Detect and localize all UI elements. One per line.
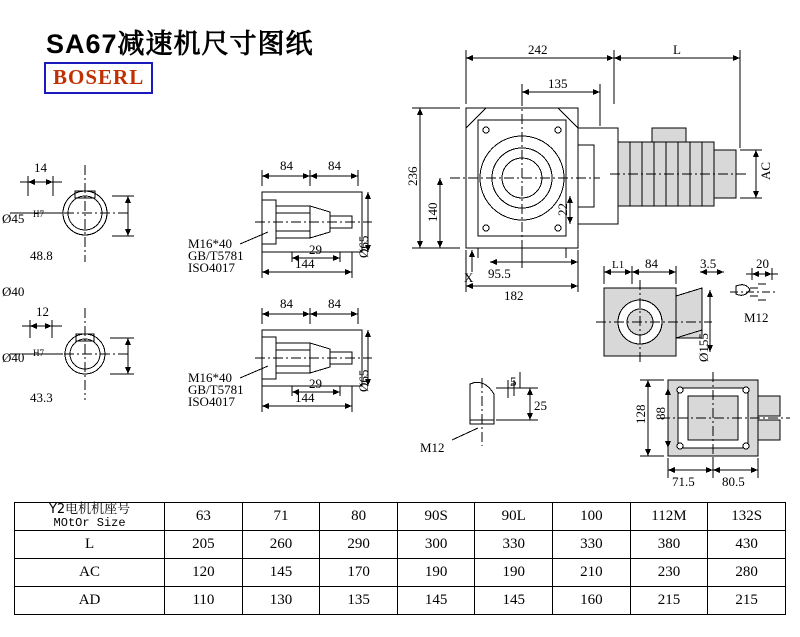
dim-84-d: 84 [328, 296, 341, 311]
table-cell: 260 [242, 531, 320, 559]
motor-size-cell: 100 [553, 503, 631, 531]
table-cell: 215 [708, 587, 786, 615]
dim-84-c: 84 [280, 296, 293, 311]
table-cell: 430 [708, 531, 786, 559]
header-label-en: MOtOr Size [53, 516, 126, 530]
table-cell: 210 [553, 559, 631, 587]
table-cell: 190 [475, 559, 553, 587]
dim-182: 182 [504, 288, 524, 303]
table-cell: 280 [708, 559, 786, 587]
motor-size-cell: 63 [165, 503, 243, 531]
brand-logo: BOSERL [44, 62, 153, 94]
dim-20: 20 [756, 256, 769, 271]
table-cell: 145 [397, 587, 475, 615]
table-row-header-motor-size [15, 503, 165, 531]
dim-236: 236 [405, 166, 420, 186]
table-row [15, 559, 786, 587]
dim-242: 242 [528, 42, 548, 57]
table-cell: 135 [320, 587, 398, 615]
table-cell: 145 [475, 587, 553, 615]
table-cell: 380 [630, 531, 708, 559]
row-label: AC [15, 559, 165, 587]
dim-43-3: 43.3 [30, 390, 53, 405]
mark-X: X [464, 270, 474, 285]
dim-88: 88 [653, 407, 668, 420]
dim-3-5: 3.5 [700, 256, 717, 271]
dim-84-r: 84 [645, 256, 658, 271]
dim-48-8: 48.8 [30, 248, 53, 263]
dim-d65-a: Ø65 [356, 235, 371, 258]
dim-d45-tol: H7 [33, 209, 44, 219]
dim-144-b: 144 [295, 390, 315, 405]
label-m12-bottom: M12 [420, 440, 445, 455]
table-cell: 190 [397, 559, 475, 587]
dim-84-b: 84 [328, 158, 341, 173]
motor-size-cell: 132S [708, 503, 786, 531]
note-iso-a: ISO4017 [188, 260, 235, 275]
table-row [15, 587, 786, 615]
table-cell: 145 [242, 559, 320, 587]
specification-table [14, 502, 786, 615]
table-cell: 205 [165, 531, 243, 559]
note-m16-a: M16*40 [188, 236, 233, 251]
dim-95-5: 95.5 [488, 266, 511, 281]
note-iso-b: ISO4017 [188, 394, 235, 409]
table-row [15, 531, 786, 559]
motor-size-cell: 112M [630, 503, 708, 531]
note-m16-b: M16*40 [188, 370, 233, 385]
table-cell: 230 [630, 559, 708, 587]
table-cell: 215 [630, 587, 708, 615]
table-cell: 330 [475, 531, 553, 559]
note-gb-a: GB/T5781 [188, 248, 244, 263]
dim-84-a: 84 [280, 158, 293, 173]
row-label: L [15, 531, 165, 559]
table-cell: 330 [553, 531, 631, 559]
dim-29-a: 29 [309, 242, 322, 257]
row-label: AD [15, 587, 165, 615]
dim-d40: Ø40 [2, 350, 25, 365]
dim-135: 135 [548, 76, 568, 91]
table-cell: 110 [165, 587, 243, 615]
dim-d40-plain: Ø40 [2, 284, 25, 299]
dim-25: 25 [534, 398, 547, 413]
dim-14: 14 [34, 160, 47, 175]
table-cell: 120 [165, 559, 243, 587]
motor-size-cell: 90S [397, 503, 475, 531]
dim-d155: Ø155 [696, 333, 711, 362]
dim-d40-tol: H7 [33, 348, 44, 358]
table-cell: 170 [320, 559, 398, 587]
motor-size-cell: 71 [242, 503, 320, 531]
dim-AC: AC [758, 161, 773, 180]
dim-80-5: 80.5 [722, 474, 745, 489]
table-cell: 290 [320, 531, 398, 559]
dim-128: 128 [633, 404, 648, 424]
dim-71-5: 71.5 [672, 474, 695, 489]
dim-L-top: L [673, 42, 681, 57]
dim-5: 5 [510, 374, 517, 389]
dim-140: 140 [425, 202, 440, 222]
note-gb-b: GB/T5781 [188, 382, 244, 397]
table-cell: 300 [397, 531, 475, 559]
dim-12: 12 [36, 304, 49, 319]
dim-29-b: 29 [309, 376, 322, 391]
table-header-row [15, 503, 786, 531]
dim-22: 22 [555, 203, 570, 216]
motor-size-cell: 90L [475, 503, 553, 531]
label-m12-right: M12 [744, 310, 769, 325]
dim-d45: Ø45 [2, 211, 25, 226]
table-cell: 160 [553, 587, 631, 615]
motor-size-cell: 80 [320, 503, 398, 531]
page-title: SA67减速机尺寸图纸 [46, 29, 314, 59]
table-cell: 130 [242, 587, 320, 615]
dim-L1: L1 [612, 259, 625, 271]
header-label-cn: Y2电机机座号 [48, 502, 131, 517]
dim-144-a: 144 [295, 256, 315, 271]
dim-d65-b: Ø65 [356, 369, 371, 392]
